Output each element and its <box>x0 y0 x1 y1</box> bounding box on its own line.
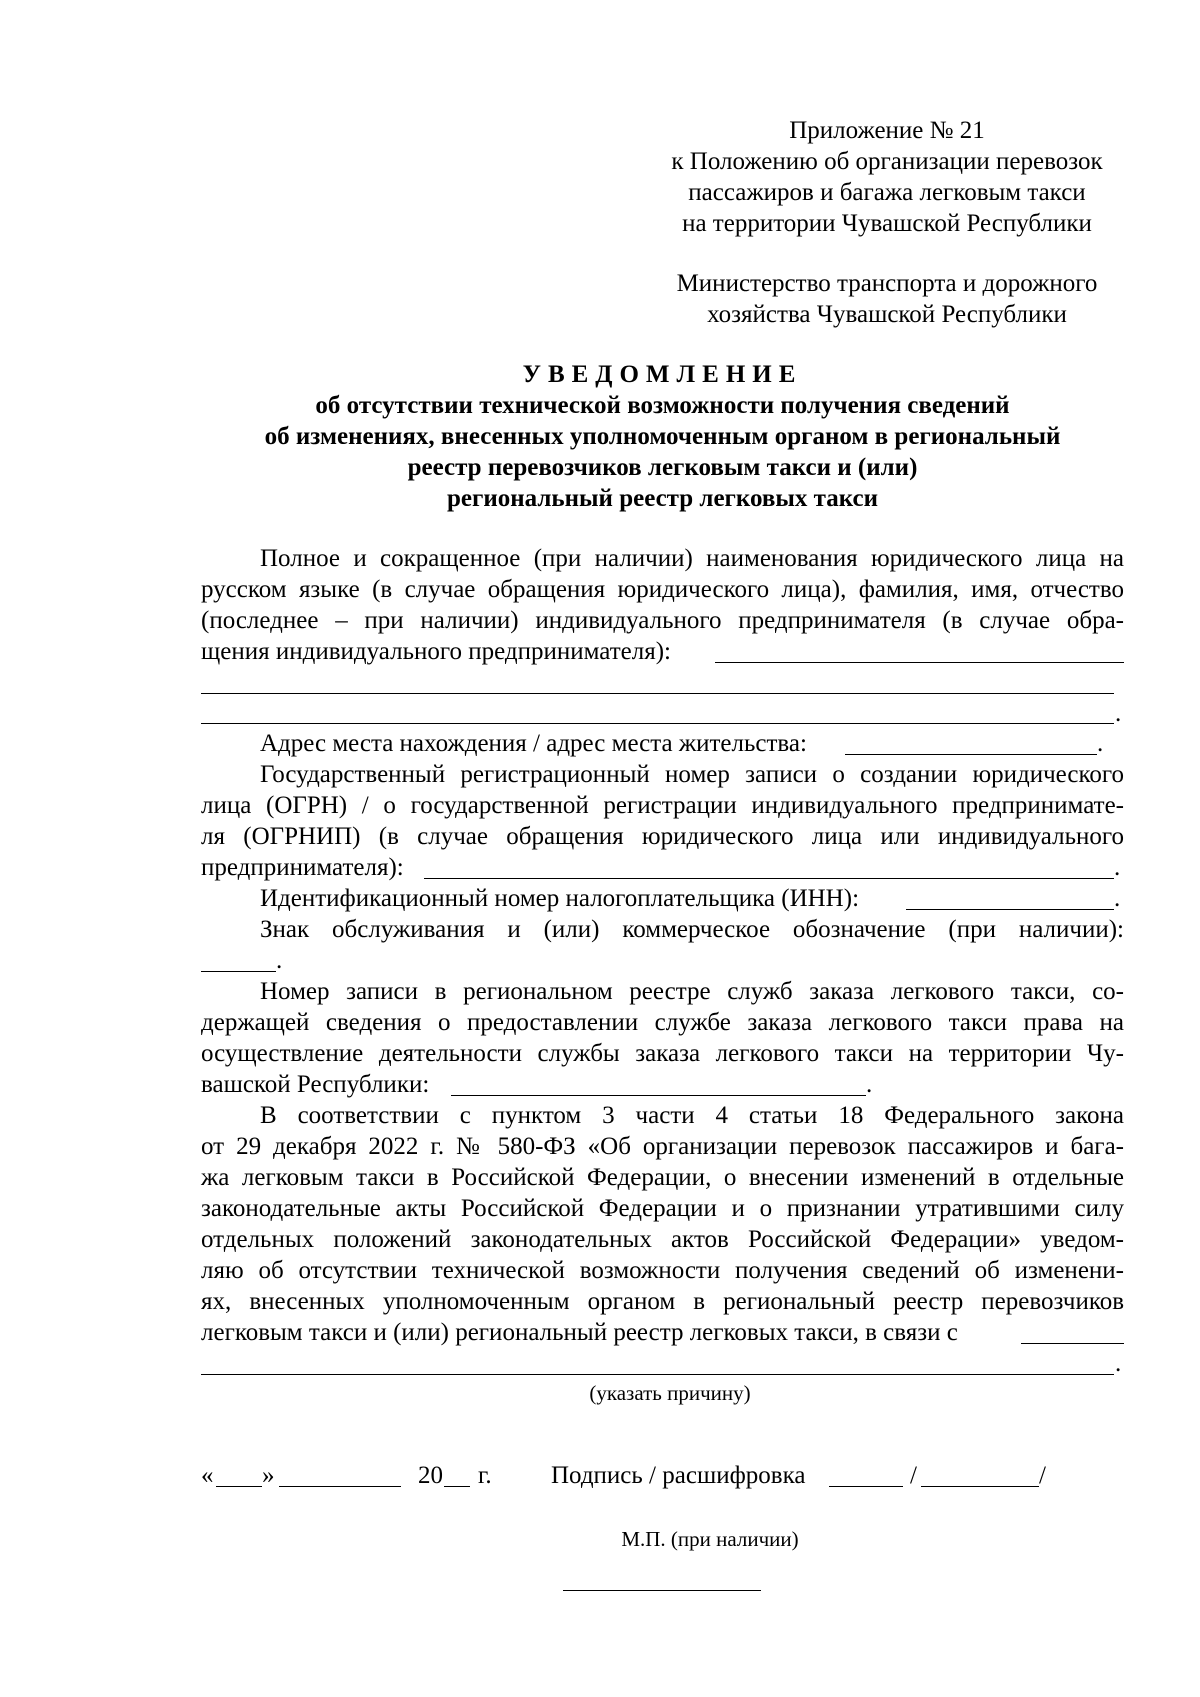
paragraph-line: законодательные акты Российской Федерации и о признании утратившими силу <box>201 1195 1124 1222</box>
registry-number-field[interactable] <box>451 1095 866 1096</box>
address-label: Адрес места нахождения / адрес места жительства: <box>260 730 807 757</box>
addressee-line: Министерство транспорта и дорожного <box>676 270 1098 297</box>
paragraph-line: (последнее – при наличии) индивидуального предпринимателя (в случае обра- <box>201 607 1124 634</box>
paragraph-line: осуществление деятельности службы заказа легкового такси на территории Чу- <box>201 1040 1124 1067</box>
month-field[interactable] <box>279 1486 401 1487</box>
signature-decoding-field[interactable] <box>921 1486 1039 1487</box>
signature-label: Подпись / расшифровка <box>551 1462 806 1489</box>
period: . <box>1115 1350 1122 1377</box>
appendix-number: Приложение № 21 <box>789 117 985 144</box>
paragraph-line: ля (ОГРНИП) (в случае обращения юридического лица или индивидуального <box>201 823 1124 850</box>
paragraph-line: отдельных положений законодательных актов Российской Федерации» уведом- <box>201 1226 1124 1253</box>
day-field[interactable] <box>216 1486 262 1487</box>
trademark-label: Знак обслуживания и (или) коммерческое обозначение (при наличии): <box>260 916 1124 943</box>
appendix-line: к Положению об организации перевозок <box>671 148 1103 175</box>
appendix-line: пассажиров и багажа легковым такси <box>688 179 1086 206</box>
applicant-name-field-line-2[interactable] <box>201 693 1114 694</box>
subtitle-line: об изменениях, внесенных уполномоченным органом в региональный <box>264 423 1061 450</box>
paragraph-line: легковым такси и (или) региональный реестр легковых такси, в связи с <box>201 1319 958 1346</box>
paragraph-line: Полное и сокращенное (при наличии) наименования юридического лица на <box>260 545 1124 572</box>
quote-open: « <box>201 1462 214 1489</box>
subtitle-line: реестр перевозчиков легковым такси и (или) <box>407 454 918 481</box>
paragraph-line: В соответствии с пунктом 3 части 4 статьи 18 Федерального закона <box>260 1102 1124 1129</box>
applicant-name-field[interactable] <box>715 662 1124 663</box>
paragraph-line: жа легковым такси в Российской Федерации, о внесении изменений в отдельные <box>201 1164 1124 1191</box>
period: . <box>866 1071 873 1098</box>
trademark-field[interactable] <box>201 971 276 972</box>
paragraph-line: ях, внесенных уполномоченным органом в региональный реестр перевозчиков <box>201 1288 1124 1315</box>
reason-field-line-2[interactable] <box>201 1374 1114 1375</box>
reason-field[interactable] <box>1021 1343 1124 1344</box>
addressee-line: хозяйства Чувашской Республики <box>707 301 1067 328</box>
period: . <box>1115 700 1122 727</box>
slash: / <box>910 1462 917 1489</box>
inn-field[interactable] <box>906 909 1114 910</box>
paragraph-line: вашской Республики: <box>201 1071 430 1098</box>
paragraph-line: держащей сведения о предоставлении службе заказа легкового такси права на <box>201 1009 1124 1036</box>
signature-field[interactable] <box>829 1486 903 1487</box>
quote-close: » <box>262 1462 275 1489</box>
subtitle-line: об отсутствии технической возможности получения сведений <box>315 392 1010 419</box>
paragraph-line: ляю об отсутствии технической возможности получения сведений об изменени- <box>201 1257 1124 1284</box>
paragraph-line: лица (ОГРН) / о государственной регистрации индивидуального предпринимате- <box>201 792 1124 819</box>
period: . <box>1114 854 1121 881</box>
year-field[interactable] <box>444 1486 470 1487</box>
subtitle-line: региональный реестр легковых такси <box>446 485 878 512</box>
year-suffix: г. <box>478 1462 492 1489</box>
paragraph-line: Номер записи в региональном реестре служб заказа легкового такси, со- <box>260 978 1124 1005</box>
period: . <box>1097 730 1104 757</box>
appendix-line: на территории Чувашской Республики <box>682 210 1092 237</box>
address-field[interactable] <box>845 754 1097 755</box>
paragraph-line: щения индивидуального предпринимателя): <box>201 638 671 665</box>
stamp-label: М.П. (при наличии) <box>621 1527 799 1551</box>
applicant-name-field-line-3[interactable] <box>201 723 1114 724</box>
period: . <box>1114 885 1121 912</box>
ogrn-field[interactable] <box>424 878 1114 879</box>
reason-caption: (указать причину) <box>589 1381 751 1405</box>
paragraph-line: предпринимателя): <box>201 854 404 881</box>
paragraph-line: Государственный регистрационный номер записи о создании юридического <box>260 761 1124 788</box>
paragraph-line: русском языке (в случае обращения юридического лица), фамилия, имя, отчество <box>201 576 1124 603</box>
stamp-field[interactable] <box>563 1590 761 1591</box>
paragraph-line: от 29 декабря 2022 г. № 580-ФЗ «Об организации перевозок пассажиров и бага- <box>201 1133 1124 1160</box>
slash: / <box>1039 1462 1046 1489</box>
inn-label: Идентификационный номер налогоплательщика (ИНН): <box>260 885 860 912</box>
period: . <box>276 947 283 974</box>
document-heading: УВЕДОМЛЕНИЕ <box>522 361 803 388</box>
year-prefix: 20 <box>418 1462 443 1489</box>
